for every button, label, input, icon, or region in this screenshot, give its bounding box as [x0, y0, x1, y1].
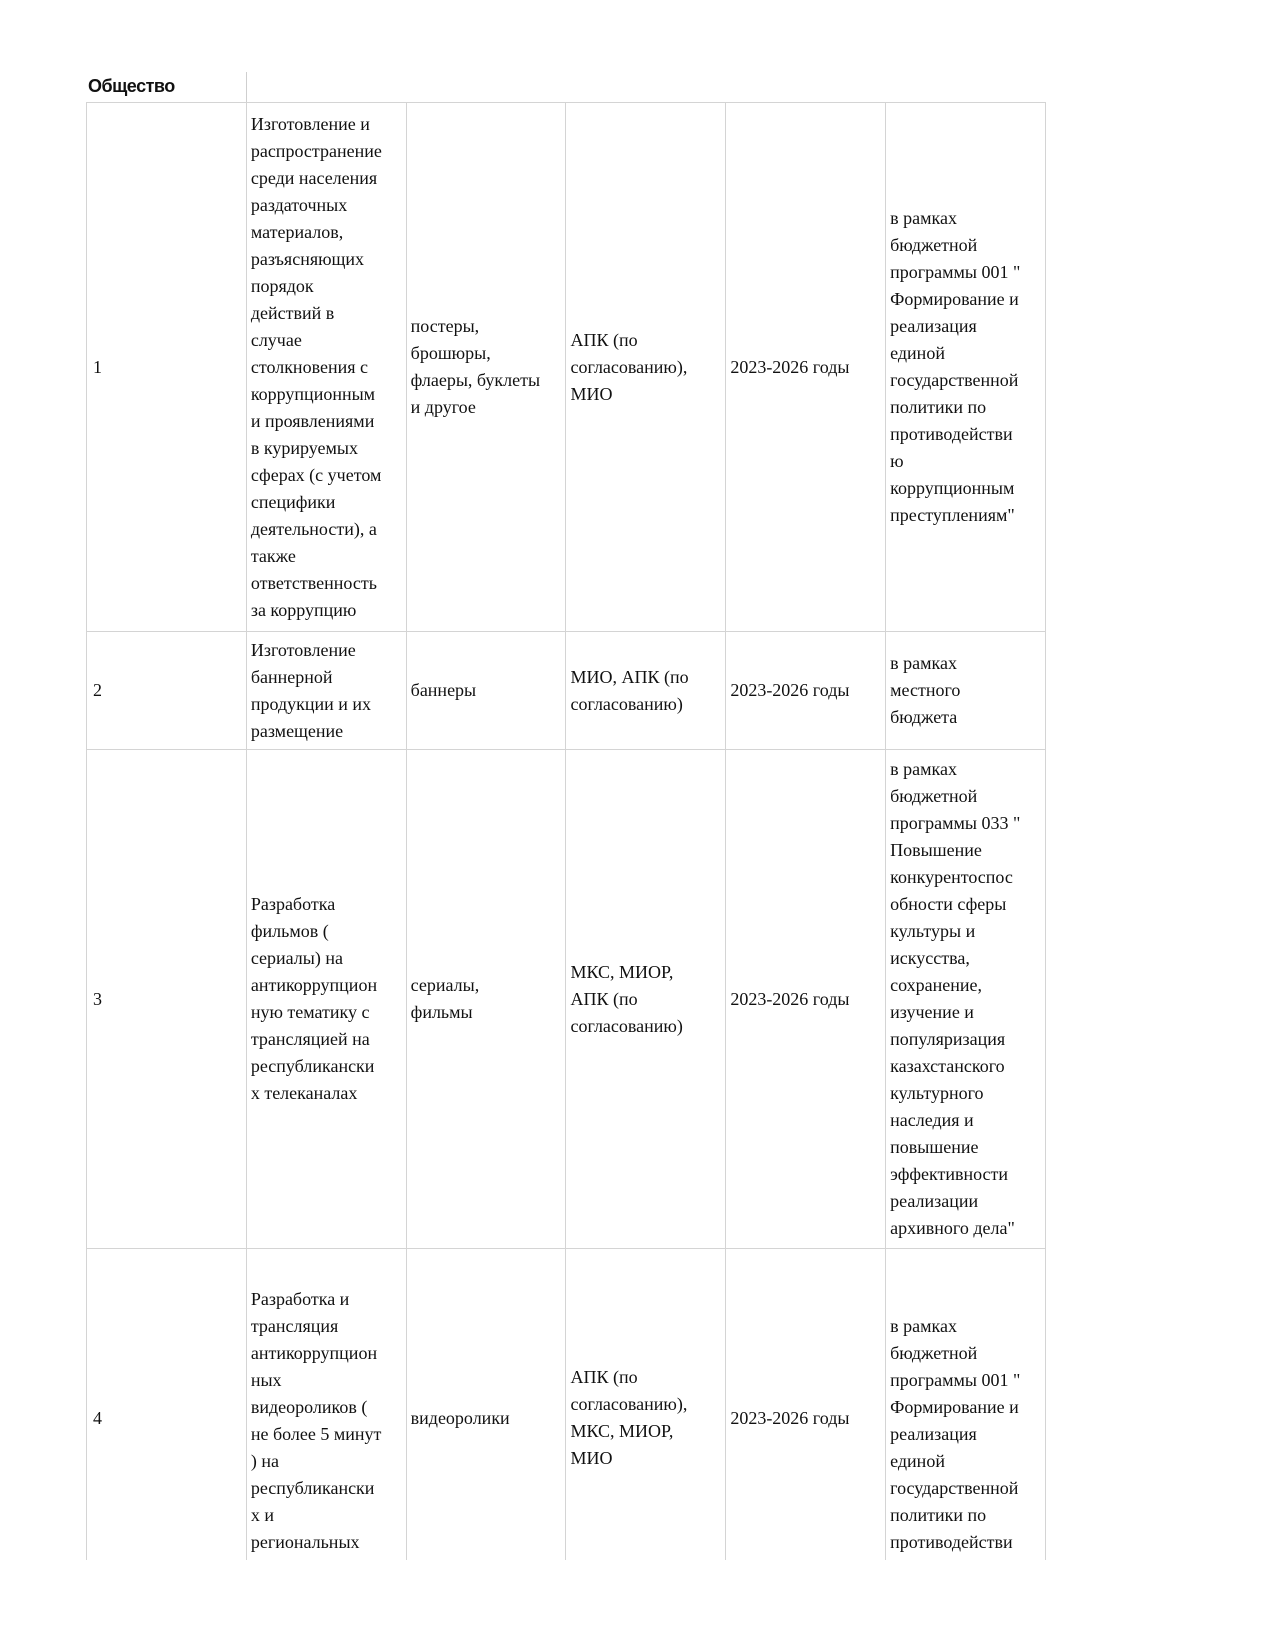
cell-text: 2023-2026 годы: [730, 680, 850, 700]
cell-text-line: Разработка и: [250, 1289, 350, 1309]
completion-form-cell: [406, 632, 566, 750]
cell-text-line: действий в: [250, 302, 335, 323]
term-cell: [726, 750, 886, 1249]
cell-text-line: согласованию): [570, 1015, 683, 1036]
row-number: [87, 103, 247, 632]
cell-text-line: изучение и: [890, 1002, 974, 1022]
cell-text-line: видеоролики: [410, 1407, 510, 1428]
cell-text-line: флаеры, буклеты: [410, 370, 541, 390]
cell-text-line: в рамках: [890, 1316, 957, 1336]
cell-text-line: антикоррупцион: [250, 975, 378, 995]
cell-text: 2023-2026 годы: [730, 356, 850, 377]
cell-text-line: культурного: [890, 1083, 984, 1103]
cell-text-line: согласованию),: [570, 1394, 688, 1414]
cell-text-line: сферах (с учетом: [250, 464, 382, 485]
cell-text-line: Изготовление и: [250, 113, 370, 134]
cell-text: 2: [93, 680, 102, 700]
cell-text-line: повышение: [890, 1137, 979, 1157]
cell-text-line: программы 033 ": [890, 813, 1021, 833]
table-row: [87, 103, 1046, 632]
cell-text-line: казахстанского: [890, 1056, 1005, 1076]
cell-text-line: среди населения: [250, 167, 378, 188]
cell-text-line: согласованию): [570, 693, 683, 714]
cell-text-line: обности сферы: [890, 894, 1007, 914]
cell-text-line: республикански: [250, 1478, 375, 1498]
title-divider: [246, 72, 247, 103]
cell-text-line: МИО: [570, 1448, 613, 1468]
cell-text-line: Разработка: [250, 894, 336, 914]
cell-text-line: бюджетной: [890, 1343, 978, 1363]
cell-text-line: фильмов (: [250, 921, 329, 941]
cell-text-line: в рамках: [890, 208, 957, 228]
measure-cell: [246, 103, 406, 632]
cell-text: 2023-2026 годы: [730, 1407, 850, 1428]
funding-cell: [886, 632, 1046, 750]
table-body: [87, 103, 1046, 1588]
measure-cell: [246, 750, 406, 1249]
table-row: [87, 1249, 1046, 1588]
cell-text-line: программы 001 ": [890, 1370, 1021, 1390]
responsible-cell: [566, 1249, 726, 1588]
cell-text-line: архивного дела": [890, 1218, 1015, 1238]
cell-text-line: видеороликов (: [250, 1397, 368, 1417]
measure-cell: [246, 1249, 406, 1588]
cell-text-line: брошюры,: [410, 343, 491, 363]
cell-text-line: конкурентоспос: [890, 867, 1013, 887]
cell-text-line: х телеканалах: [250, 1083, 358, 1103]
cell-text-line: МИО: [570, 383, 613, 404]
cell-text: 3: [93, 988, 102, 1009]
cell-text-line: реализации: [890, 1191, 979, 1211]
cell-text-line: специфики: [250, 491, 336, 512]
funding-cell: [886, 103, 1046, 632]
cell-text-line: наследия и: [890, 1110, 974, 1130]
cell-text-line: фильмы: [410, 1002, 473, 1022]
cell-text-line: бюджетной: [890, 786, 978, 806]
cell-text-line: противодействи: [890, 1532, 1013, 1552]
completion-form-cell: [406, 1249, 566, 1588]
cell-text-line: местного: [890, 680, 961, 700]
table-row: [87, 750, 1046, 1249]
cell-text-line: продукции и их: [250, 693, 372, 714]
responsible-cell: [566, 632, 726, 750]
cell-text-line: единой: [890, 343, 945, 363]
cell-text-line: политики по: [890, 1505, 987, 1525]
cell-text-line: государственной: [890, 370, 1019, 390]
cell-text-line: противодействи: [890, 424, 1013, 444]
cell-text-line: единой: [890, 1451, 945, 1471]
cell-text-line: программы 001 ": [890, 262, 1021, 282]
cell-text-line: реализация: [890, 1424, 977, 1444]
cell-text-line: согласованию),: [570, 356, 688, 377]
cell-text-line: коррупционным: [250, 383, 376, 404]
completion-form-cell: [406, 750, 566, 1249]
cell-text-line: столкновения с: [250, 356, 368, 377]
cell-text-line: деятельности), а: [250, 518, 377, 539]
cell-text-line: Формирование и: [890, 1397, 1019, 1417]
cell-text-line: в рамках: [890, 759, 957, 779]
cell-text-line: в рамках: [890, 653, 957, 673]
term-cell: [726, 632, 886, 750]
section-title: Общество: [88, 76, 175, 96]
cell-text-line: Повышение: [890, 840, 982, 860]
cell-text-line: и проявлениями: [250, 410, 375, 431]
cell-text-line: разъясняющих: [250, 248, 365, 269]
cell-text-line: трансляцией на: [250, 1029, 370, 1049]
cell-text-line: культуры и: [890, 921, 976, 941]
cell-text-line: ) на: [250, 1451, 279, 1471]
cell-text: 2023-2026 годы: [730, 988, 850, 1009]
completion-form-cell: [406, 103, 566, 632]
cell-text-line: МКС, МИОР,: [570, 1421, 674, 1441]
cell-text-line: сохранение,: [890, 975, 983, 995]
cell-text-line: МКС, МИОР,: [570, 961, 674, 982]
cell-text-line: бюджетной: [890, 235, 978, 255]
cell-text-line: сериалы,: [410, 975, 480, 995]
cell-text-line: размещение: [250, 720, 344, 741]
term-cell: [726, 1249, 886, 1588]
cell-text-line: АПК (по: [570, 988, 638, 1009]
cell-text-line: порядок: [250, 275, 314, 296]
funding-cell: [886, 1249, 1046, 1588]
cell-text-line: распространение: [250, 140, 382, 161]
cell-text-line: бюджета: [890, 707, 958, 727]
cell-text-line: не более 5 минут: [250, 1424, 382, 1444]
responsible-cell: [566, 103, 726, 632]
measure-cell: [246, 632, 406, 750]
table-row: [87, 632, 1046, 750]
cell-text-line: МИО, АПК (по: [570, 666, 689, 687]
responsible-cell: [566, 750, 726, 1249]
cell-text-line: популяризация: [890, 1029, 1006, 1049]
row-number: [87, 750, 247, 1249]
cell-text-line: реализация: [890, 316, 977, 336]
cell-text-line: случае: [250, 329, 302, 350]
cell-text-line: ю: [890, 451, 904, 471]
cell-text-line: Формирование и: [890, 289, 1019, 309]
cell-text-line: ных: [250, 1370, 282, 1390]
cell-text-line: эффективности: [890, 1164, 1009, 1184]
cell-text-line: также: [250, 545, 296, 566]
cell-text-line: государственной: [890, 1478, 1019, 1498]
measures-table: [86, 102, 1046, 1588]
cell-text-line: политики по: [890, 397, 987, 417]
cell-text-line: постеры,: [410, 316, 480, 336]
cell-text-line: баннеры: [410, 680, 477, 700]
cell-text-line: раздаточных: [250, 194, 348, 215]
cell-text-line: АПК (по: [570, 1367, 638, 1387]
cell-text-line: баннерной: [250, 666, 333, 687]
row-number: [87, 1249, 247, 1588]
row-number: [87, 632, 247, 750]
cell-text: 4: [93, 1407, 102, 1428]
cell-text-line: коррупционным: [890, 478, 1015, 498]
cell-text: 1: [93, 356, 102, 377]
cell-text-line: в курируемых: [250, 437, 358, 458]
page-bottom-margin: [0, 1560, 1275, 1650]
funding-cell: [886, 750, 1046, 1249]
cell-text-line: искусства,: [890, 948, 970, 968]
cell-text-line: сериалы) на: [250, 948, 343, 968]
cell-text-line: ную тематику с: [250, 1002, 370, 1022]
cell-text-line: ответственность: [250, 572, 377, 593]
cell-text-line: АПК (по: [570, 329, 638, 350]
cell-text-line: региональных: [250, 1532, 360, 1552]
cell-text-line: антикоррупцион: [250, 1343, 378, 1363]
cell-text-line: преступлениям": [890, 505, 1015, 525]
cell-text-line: материалов,: [250, 221, 344, 242]
cell-text-line: Изготовление: [250, 639, 356, 660]
term-cell: [726, 103, 886, 632]
cell-text-line: х и: [250, 1505, 274, 1525]
cell-text-line: за коррупцию: [250, 599, 357, 620]
cell-text-line: республикански: [250, 1056, 375, 1076]
cell-text-line: трансляция: [250, 1316, 339, 1336]
cell-text-line: и другое: [410, 397, 476, 417]
